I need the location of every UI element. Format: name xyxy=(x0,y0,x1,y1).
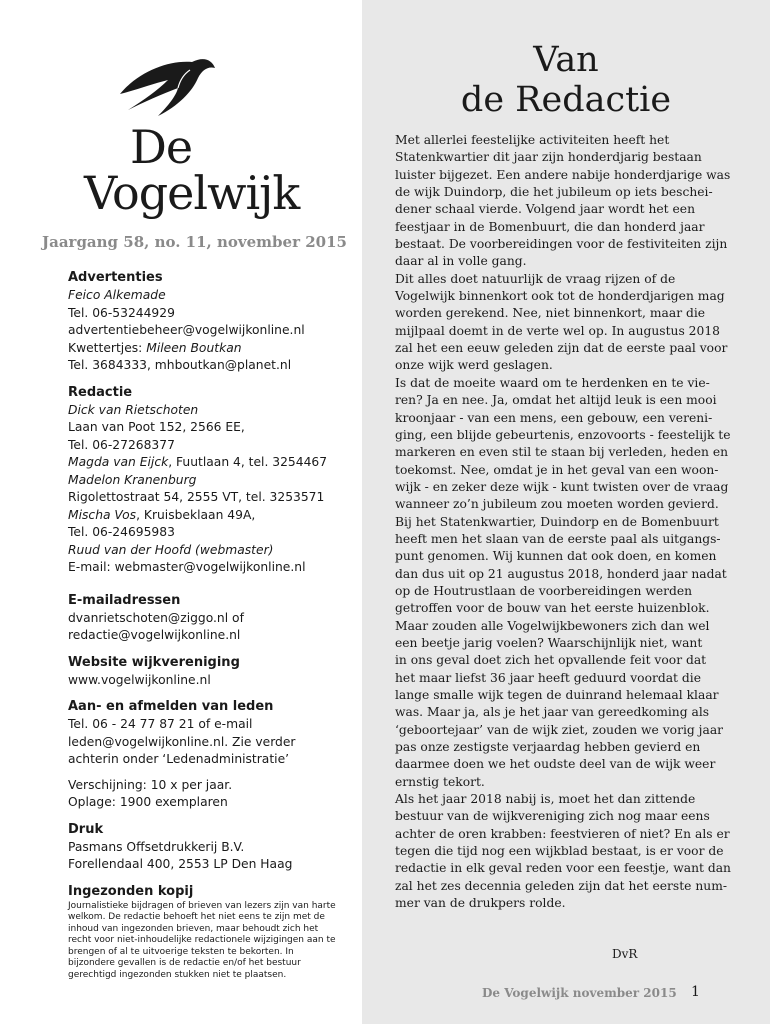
redactie-address-1: Laan van Poot 152, 2566 EE, xyxy=(68,420,245,434)
redactie-name-5: Ruud van der Hoofd (webmaster) xyxy=(68,542,274,557)
article-line: punt genomen. Wij kunnen dat ook doen, en komen xyxy=(395,549,717,564)
article-line: Dit alles doet natuurlijk de vraag rijzen of de xyxy=(395,271,676,286)
article-line: mer van de drukpers rolde. xyxy=(395,896,566,911)
leden-line-1: Tel. 06 - 24 77 87 21 of e-mail xyxy=(68,717,253,731)
article-line: zal het een eeuw geleden zijn dat de eerste paal voor xyxy=(395,341,728,356)
article-line: op de Houtrustlaan de voorbereidingen werden xyxy=(395,583,693,598)
logo-text-vogelwijk: Vogelwijk xyxy=(84,166,300,220)
article-line: onze wijk werd geslagen. xyxy=(395,358,553,373)
kwettertjes-name: Mileen Boutkan xyxy=(146,340,242,355)
article-line: het maar liefst 36 jaar heeft geduurd voordat die xyxy=(395,670,701,685)
druk-line-1: Pasmans Offsetdrukkerij B.V. xyxy=(68,839,245,854)
article-line: ging, een blijde gebeurtenis, enzovoorts - feestelijk te xyxy=(395,427,731,442)
website-heading: Website wijkvereniging xyxy=(68,654,240,670)
article-line: Bij het Statenkwartier, Duindorp en de Bomenbuurt xyxy=(395,514,719,529)
oplage-line: Oplage: 1900 exemplaren xyxy=(68,795,228,809)
leden-line-2: leden@vogelwijkonline.nl. Zie verder xyxy=(68,734,296,749)
article-line: ernstig tekort. xyxy=(395,774,485,789)
article-line: bestuur van de wijkvereniging zich nog maar eens xyxy=(395,809,710,824)
article-line: worden gerekend. Nee, niet binnenkort, maar die xyxy=(395,306,706,321)
redactie-address-4: , Kruisbeklaan 49A, xyxy=(136,507,256,522)
article-title-line-2: de Redactie xyxy=(460,80,672,120)
kwettertjes-label: Kwettertjes: xyxy=(68,340,147,355)
emailadres-1[interactable]: dvanrietschoten@ziggo.nl of xyxy=(68,610,244,625)
article-body xyxy=(395,132,731,912)
masthead-logo xyxy=(80,50,320,220)
redactie-phone-1: Tel. 06-27268377 xyxy=(68,437,175,452)
article-line: luister bijgezet. Een andere nabije honderdjarige was xyxy=(395,167,731,182)
article-line: getroffen voor de bouw van het eerste huizenblok. xyxy=(395,601,710,616)
article-line: ‘geboortejaar’ van de wijk ziet, zouden we vorig jaar xyxy=(395,722,724,737)
article-line: tegen die tijd nog een wijkblad bestaat, is er voor de xyxy=(395,844,724,859)
article-title xyxy=(362,40,770,120)
advertenties-email[interactable]: advertentiebeheer@vogelwijkonline.nl xyxy=(68,323,305,337)
kopij-text: Journalistieke bijdragen of brieven van lezers zijn van harte welkom. De redactie behoeft het niet eens te zijn met de inhoud van ingezonden brieven, maar behoudt zich het recht voor niet-inhoudelijke redactionele wijzigingen aan te brengen of al te uitvoerige teksten te bekorten. In bijzondere gevallen is de redactie en/of het bestuur gerechtigd ingezonden stukken niet te plaatsen. xyxy=(68,900,336,980)
article-line: Is dat de moeite waard om te herdenken en te vie- xyxy=(395,375,710,390)
redactie-phone-4: Tel. 06-24695983 xyxy=(68,525,175,539)
redactie-email-5[interactable]: E-mail: webmaster@vogelwijkonline.nl xyxy=(68,560,306,574)
article-line: dener schaal vierde. Volgend jaar wordt het een xyxy=(395,202,696,217)
redactie-name-2: Magda van Eijck xyxy=(68,455,169,469)
redactie-address-3: Rigolettostraat 54, 2555 VT, tel. 3253571 xyxy=(68,490,325,504)
kwettertjes-phone: Tel. 3684333, mhboutkan@planet.nl xyxy=(68,358,292,372)
article-line: wijk - en zeker deze wijk - kunt twisten over de vraag xyxy=(395,479,729,494)
article-line: achter de oren krabben: feestvieren of niet? En als er xyxy=(395,826,730,841)
page-footer: De Vogelwijk november 2015 xyxy=(482,986,677,1000)
emailadressen-heading: E-mailadressen xyxy=(68,592,181,608)
emailadres-2[interactable]: redactie@vogelwijkonline.nl xyxy=(68,628,241,642)
colophon xyxy=(68,268,353,981)
article-line: redactie in elk geval reden voor een feestje, want dan xyxy=(395,861,731,876)
article-line: Met allerlei feestelijke activiteiten heeft het xyxy=(395,133,670,147)
colophon-column xyxy=(0,0,362,1024)
page-number: 1 xyxy=(691,984,700,1000)
redactie-address-2: , Fuutlaan 4, tel. 3254467 xyxy=(168,455,328,469)
redactie-name-4: Mischa Vos xyxy=(68,507,137,522)
article-line: ren? Ja en nee. Ja, omdat het altijd leuk is een mooi xyxy=(395,393,717,408)
leden-line-3: achterin onder ‘Ledenadministratie’ xyxy=(68,752,290,766)
article-line: lange smalle wijk tegen de duinrand helemaal klaar xyxy=(395,688,719,702)
article-line: kroonjaar - van een mens, een gebouw, een vereni- xyxy=(395,410,713,425)
article-line: markeren en even stil te staan bij verleden, heden en xyxy=(395,445,729,460)
article-signature: DvR xyxy=(612,947,638,961)
redactie-heading: Redactie xyxy=(68,384,133,400)
website-link[interactable]: www.vogelwijkonline.nl xyxy=(68,672,211,687)
redactie-name-1: Dick van Rietschoten xyxy=(68,402,199,417)
article-line: in ons geval doet zich het opvallende feit voor dat xyxy=(395,653,707,668)
advertenties-contact-name: Feico Alkemade xyxy=(68,288,166,302)
swallow-icon xyxy=(118,50,218,130)
article-line: heeft men het slaan van de eerste paal als uitgangs- xyxy=(395,531,721,546)
article-line: Als het jaar 2018 nabij is, moet het dan zittende xyxy=(395,792,696,807)
article-line: pas onze zestigste verjaardag hebben gevierd en xyxy=(395,740,701,755)
druk-heading: Druk xyxy=(68,821,104,837)
article-line: toekomst. Nee, omdat je in het geval van een woon- xyxy=(395,462,719,477)
article-line: Maar zouden alle Vogelwijkbewoners zich dan wel xyxy=(395,618,710,633)
article-line: wanneer zo’n jubileum zou moeten worden gevierd. xyxy=(395,497,719,512)
verschijning-line: Verschijning: 10 x per jaar. xyxy=(68,777,233,792)
article-line: feestjaar in de Bomenbuurt, die dan honderd jaar xyxy=(395,219,705,234)
advertenties-heading: Advertenties xyxy=(68,270,163,285)
logo-text-de: De xyxy=(130,120,193,174)
druk-line-2: Forellendaal 400, 2553 LP Den Haag xyxy=(68,857,293,871)
redactie-name-3: Madelon Kranenburg xyxy=(68,472,197,487)
leden-heading: Aan- en afmelden van leden xyxy=(68,699,274,714)
article-line: dan dus uit op 21 augustus 2018, honderd jaar nadat xyxy=(395,566,727,581)
issue-info: Jaargang 58, no. 11, november 2015 xyxy=(42,233,347,251)
article-title-line-1: Van xyxy=(533,40,599,80)
article-line: de wijk Duindorp, die het jubileum op iets beschei- xyxy=(395,185,713,200)
article-line: Vogelwijk binnenkort ook tot de honderdjarigen mag xyxy=(395,289,725,304)
article-line: daarmee doen we het oudste deel van de wijk weer xyxy=(395,757,716,772)
article-line: een beetje jarig voelen? Waarschijnlijk niet, want xyxy=(395,635,703,650)
advertenties-phone: Tel. 06-53244929 xyxy=(68,305,175,320)
article-line: mijlpaal doemt in de verte wel op. In augustus 2018 xyxy=(395,323,720,338)
kopij-heading: Ingezonden kopij xyxy=(68,883,194,899)
article-line: bestaat. De voorbereidingen voor de festiviteiten zijn xyxy=(395,237,728,252)
article-line: daar al in volle gang. xyxy=(395,254,527,269)
article-line: zal het zes decennia geleden zijn dat het eerste num- xyxy=(395,878,728,893)
article-line: was. Maar ja, als je het jaar van gereedkoming als xyxy=(395,705,710,720)
article-line: Statenkwartier dit jaar zijn honderdjarig bestaan xyxy=(395,150,702,165)
